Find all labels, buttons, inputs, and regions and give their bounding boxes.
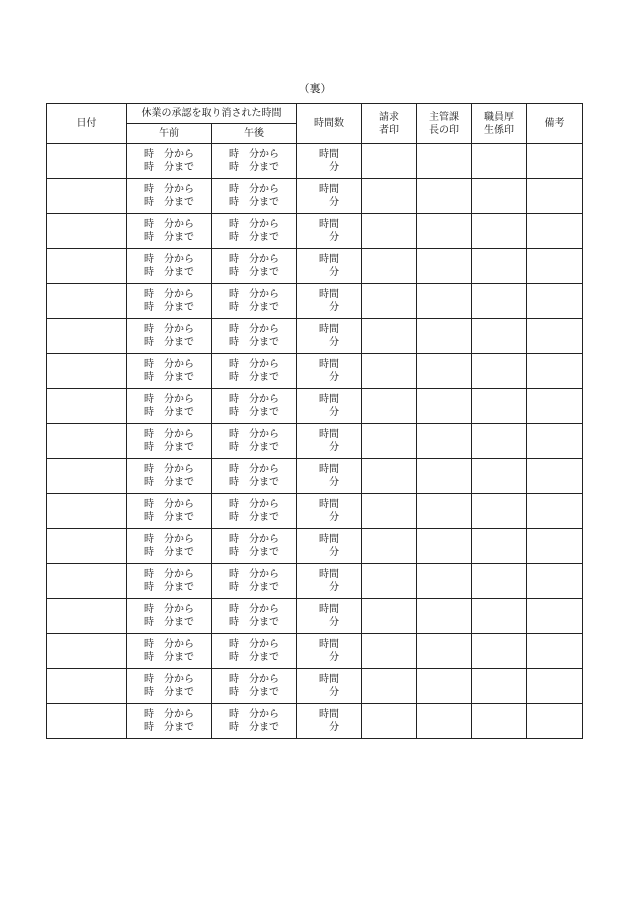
remarks-cell[interactable] [527,179,583,214]
hours-cell[interactable] [297,704,362,739]
manager-seal-cell[interactable] [417,599,472,634]
page-side-label: （裏） [298,82,332,95]
hours-text: 時間 [319,359,339,370]
welfare-seal-cell[interactable] [472,704,527,739]
requester-seal-cell[interactable] [362,704,417,739]
minutes-text: 分 [329,372,339,383]
to-text: 時 分まで [229,477,279,488]
requester-seal-cell[interactable] [362,144,417,179]
header-date: 日付 [47,104,127,144]
am-time-cell[interactable] [127,529,212,564]
manager-seal-cell[interactable] [417,284,472,319]
requester-seal-cell[interactable] [362,284,417,319]
welfare-seal-cell[interactable] [472,319,527,354]
minutes-text: 分 [329,162,339,173]
hours-cell[interactable] [297,354,362,389]
from-text: 時 分から [229,569,279,580]
welfare-seal-cell[interactable] [472,354,527,389]
manager-seal-cell[interactable] [417,634,472,669]
minutes-text: 分 [329,477,339,488]
remarks-cell[interactable] [527,389,583,424]
minutes-text: 分 [329,302,339,313]
to-text: 時 分まで [144,477,194,488]
am-time-cell[interactable] [127,179,212,214]
from-text: 時 分から [144,499,194,510]
welfare-seal-cell[interactable] [472,634,527,669]
welfare-seal-cell[interactable] [472,599,527,634]
welfare-seal-cell[interactable] [472,424,527,459]
am-time-cell[interactable] [127,704,212,739]
table-row [47,564,583,599]
requester-seal-cell[interactable] [362,319,417,354]
minutes-text: 分 [329,512,339,523]
pm-time-cell[interactable] [212,564,297,599]
hours-cell[interactable] [297,564,362,599]
pm-time-cell[interactable] [212,284,297,319]
pm-time-cell[interactable] [212,634,297,669]
remarks-cell[interactable] [527,704,583,739]
hours-text: 時間 [319,219,339,230]
from-text: 時 分から [229,709,279,720]
welfare-seal-cell[interactable] [472,389,527,424]
to-text: 時 分まで [229,267,279,278]
requester-seal-cell[interactable] [362,389,417,424]
requester-seal-cell[interactable] [362,634,417,669]
pm-time-cell[interactable] [212,669,297,704]
from-text: 時 分から [144,429,194,440]
date-cell[interactable] [47,669,127,704]
date-cell[interactable] [47,459,127,494]
to-text: 時 分まで [229,512,279,523]
table-row [47,319,583,354]
header-pm: 午後 [212,124,297,144]
manager-seal-cell[interactable] [417,669,472,704]
header-remarks: 備考 [527,104,583,144]
requester-seal-cell[interactable] [362,354,417,389]
am-time-cell[interactable] [127,599,212,634]
date-cell[interactable] [47,564,127,599]
manager-seal-cell[interactable] [417,354,472,389]
from-text: 時 分から [229,219,279,230]
manager-seal-cell[interactable] [417,144,472,179]
manager-seal-cell[interactable] [417,494,472,529]
from-text: 時 分から [144,149,194,160]
hours-cell[interactable] [297,214,362,249]
header-cancelled-time: 休業の承認を取り消された時間 [127,104,297,124]
pm-time-cell[interactable] [212,144,297,179]
from-text: 時 分から [229,429,279,440]
remarks-cell[interactable] [527,144,583,179]
hours-cell[interactable] [297,249,362,284]
am-time-cell[interactable] [127,424,212,459]
date-cell[interactable] [47,389,127,424]
pm-time-cell[interactable] [212,249,297,284]
date-cell[interactable] [47,179,127,214]
table-row [47,214,583,249]
from-text: 時 分から [144,674,194,685]
am-time-cell[interactable] [127,144,212,179]
minutes-text: 分 [329,582,339,593]
to-text: 時 分まで [144,302,194,313]
hours-text: 時間 [319,569,339,580]
hours-text: 時間 [319,499,339,510]
pm-time-cell[interactable] [212,459,297,494]
from-text: 時 分から [229,674,279,685]
pm-time-cell[interactable] [212,389,297,424]
hours-cell[interactable] [297,669,362,704]
from-text: 時 分から [144,639,194,650]
leave-cancellation-table [46,103,583,739]
from-text: 時 分から [229,184,279,195]
pm-time-cell[interactable] [212,494,297,529]
table-row [47,179,583,214]
am-time-cell[interactable] [127,319,212,354]
hours-cell[interactable] [297,389,362,424]
welfare-seal-cell[interactable] [472,494,527,529]
to-text: 時 分まで [229,442,279,453]
requester-seal-cell[interactable] [362,599,417,634]
table-row [47,424,583,459]
requester-seal-cell[interactable] [362,669,417,704]
date-cell[interactable] [47,354,127,389]
header-am: 午前 [127,124,212,144]
to-text: 時 分まで [144,372,194,383]
from-text: 時 分から [229,324,279,335]
date-cell[interactable] [47,704,127,739]
from-text: 時 分から [144,359,194,370]
to-text: 時 分まで [229,582,279,593]
remarks-cell[interactable] [527,319,583,354]
to-text: 時 分まで [229,232,279,243]
hours-text: 時間 [319,709,339,720]
requester-seal-cell[interactable] [362,494,417,529]
from-text: 時 分から [229,604,279,615]
hours-text: 時間 [319,604,339,615]
from-text: 時 分から [229,394,279,405]
to-text: 時 分まで [229,162,279,173]
remarks-cell[interactable] [527,214,583,249]
hours-text: 時間 [319,534,339,545]
to-text: 時 分まで [144,232,194,243]
requester-seal-cell[interactable] [362,249,417,284]
hours-cell[interactable] [297,424,362,459]
from-text: 時 分から [144,534,194,545]
to-text: 時 分まで [144,337,194,348]
table-body [47,144,583,739]
welfare-seal-cell[interactable] [472,564,527,599]
hours-text: 時間 [319,289,339,300]
pm-time-cell[interactable] [212,179,297,214]
remarks-cell[interactable] [527,424,583,459]
to-text: 時 分まで [229,652,279,663]
hours-cell[interactable] [297,284,362,319]
manager-seal-cell[interactable] [417,319,472,354]
manager-seal-cell[interactable] [417,529,472,564]
welfare-seal-cell[interactable] [472,459,527,494]
requester-seal-cell[interactable] [362,459,417,494]
from-text: 時 分から [144,289,194,300]
table-row [47,144,583,179]
remarks-cell[interactable] [527,354,583,389]
from-text: 時 分から [144,324,194,335]
hours-text: 時間 [319,149,339,160]
hours-text: 時間 [319,254,339,265]
hours-cell[interactable] [297,319,362,354]
requester-seal-cell[interactable] [362,214,417,249]
to-text: 時 分まで [144,722,194,733]
hours-text: 時間 [319,464,339,475]
from-text: 時 分から [144,184,194,195]
minutes-text: 分 [329,617,339,628]
hours-cell[interactable] [297,529,362,564]
manager-seal-cell[interactable] [417,424,472,459]
to-text: 時 分まで [229,547,279,558]
manager-seal-cell[interactable] [417,564,472,599]
table-row [47,529,583,564]
minutes-text: 分 [329,687,339,698]
remarks-cell[interactable] [527,529,583,564]
from-text: 時 分から [229,359,279,370]
remarks-cell[interactable] [527,599,583,634]
table-row [47,354,583,389]
welfare-seal-cell[interactable] [472,214,527,249]
minutes-text: 分 [329,197,339,208]
hours-text: 時間 [319,429,339,440]
table-row [47,634,583,669]
to-text: 時 分まで [229,372,279,383]
pm-time-cell[interactable] [212,354,297,389]
manager-seal-cell[interactable] [417,249,472,284]
hours-cell[interactable] [297,459,362,494]
table-row [47,704,583,739]
remarks-cell[interactable] [527,459,583,494]
table-row [47,494,583,529]
table-row [47,389,583,424]
manager-seal-cell[interactable] [417,704,472,739]
pm-time-cell[interactable] [212,319,297,354]
from-text: 時 分から [229,639,279,650]
date-cell[interactable] [47,319,127,354]
minutes-text: 分 [329,337,339,348]
hours-text: 時間 [319,639,339,650]
welfare-seal-cell[interactable] [472,179,527,214]
to-text: 時 分まで [229,302,279,313]
requester-seal-cell[interactable] [362,529,417,564]
to-text: 時 分まで [144,547,194,558]
welfare-seal-cell[interactable] [472,529,527,564]
minutes-text: 分 [329,407,339,418]
pm-time-cell[interactable] [212,424,297,459]
from-text: 時 分から [144,709,194,720]
header-manager-seal: 主管課 長の印 [417,104,472,144]
hours-text: 時間 [319,184,339,195]
hours-cell[interactable] [297,179,362,214]
from-text: 時 分から [144,569,194,580]
from-text: 時 分から [144,219,194,230]
welfare-seal-cell[interactable] [472,144,527,179]
remarks-cell[interactable] [527,669,583,704]
minutes-text: 分 [329,442,339,453]
from-text: 時 分から [229,289,279,300]
from-text: 時 分から [229,499,279,510]
header-welfare-seal: 職員厚 生係印 [472,104,527,144]
hours-text: 時間 [319,394,339,405]
table-row [47,459,583,494]
pm-time-cell[interactable] [212,214,297,249]
to-text: 時 分まで [229,407,279,418]
to-text: 時 分まで [144,512,194,523]
header-hours: 時間数 [297,104,362,144]
requester-seal-cell[interactable] [362,179,417,214]
am-time-cell[interactable] [127,494,212,529]
to-text: 時 分まで [144,442,194,453]
to-text: 時 分まで [144,267,194,278]
date-cell[interactable] [47,599,127,634]
to-text: 時 分まで [229,687,279,698]
from-text: 時 分から [144,394,194,405]
date-cell[interactable] [47,214,127,249]
minutes-text: 分 [329,547,339,558]
minutes-text: 分 [329,232,339,243]
date-cell[interactable] [47,529,127,564]
welfare-seal-cell[interactable] [472,669,527,704]
date-cell[interactable] [47,249,127,284]
date-cell[interactable] [47,494,127,529]
manager-seal-cell[interactable] [417,389,472,424]
am-time-cell[interactable] [127,284,212,319]
requester-seal-cell[interactable] [362,424,417,459]
from-text: 時 分から [144,254,194,265]
table-row [47,284,583,319]
hours-text: 時間 [319,674,339,685]
to-text: 時 分まで [144,582,194,593]
hours-cell[interactable] [297,599,362,634]
am-time-cell[interactable] [127,389,212,424]
to-text: 時 分まで [144,617,194,628]
date-cell[interactable] [47,144,127,179]
table-row [47,669,583,704]
date-cell[interactable] [47,284,127,319]
manager-seal-cell[interactable] [417,459,472,494]
hours-cell[interactable] [297,634,362,669]
pm-time-cell[interactable] [212,599,297,634]
hours-text: 時間 [319,324,339,335]
header-requester-seal: 請求 者印 [362,104,417,144]
am-time-cell[interactable] [127,634,212,669]
am-time-cell[interactable] [127,564,212,599]
remarks-cell[interactable] [527,564,583,599]
am-time-cell[interactable] [127,214,212,249]
table-row [47,599,583,634]
remarks-cell[interactable] [527,494,583,529]
minutes-text: 分 [329,652,339,663]
remarks-cell[interactable] [527,634,583,669]
to-text: 時 分まで [144,652,194,663]
minutes-text: 分 [329,267,339,278]
minutes-text: 分 [329,722,339,733]
welfare-seal-cell[interactable] [472,249,527,284]
remarks-cell[interactable] [527,284,583,319]
to-text: 時 分まで [229,722,279,733]
manager-seal-cell[interactable] [417,179,472,214]
to-text: 時 分まで [144,162,194,173]
to-text: 時 分まで [229,617,279,628]
from-text: 時 分から [144,464,194,475]
to-text: 時 分まで [229,197,279,208]
manager-seal-cell[interactable] [417,214,472,249]
date-cell[interactable] [47,424,127,459]
hours-cell[interactable] [297,494,362,529]
remarks-cell[interactable] [527,249,583,284]
am-time-cell[interactable] [127,459,212,494]
hours-cell[interactable] [297,144,362,179]
from-text: 時 分から [229,254,279,265]
am-time-cell[interactable] [127,249,212,284]
to-text: 時 分まで [144,197,194,208]
requester-seal-cell[interactable] [362,564,417,599]
pm-time-cell[interactable] [212,704,297,739]
from-text: 時 分から [144,604,194,615]
am-time-cell[interactable] [127,354,212,389]
from-text: 時 分から [229,149,279,160]
to-text: 時 分まで [229,337,279,348]
welfare-seal-cell[interactable] [472,284,527,319]
pm-time-cell[interactable] [212,529,297,564]
am-time-cell[interactable] [127,669,212,704]
from-text: 時 分から [229,534,279,545]
from-text: 時 分から [229,464,279,475]
table-row [47,249,583,284]
date-cell[interactable] [47,634,127,669]
to-text: 時 分まで [144,407,194,418]
to-text: 時 分まで [144,687,194,698]
